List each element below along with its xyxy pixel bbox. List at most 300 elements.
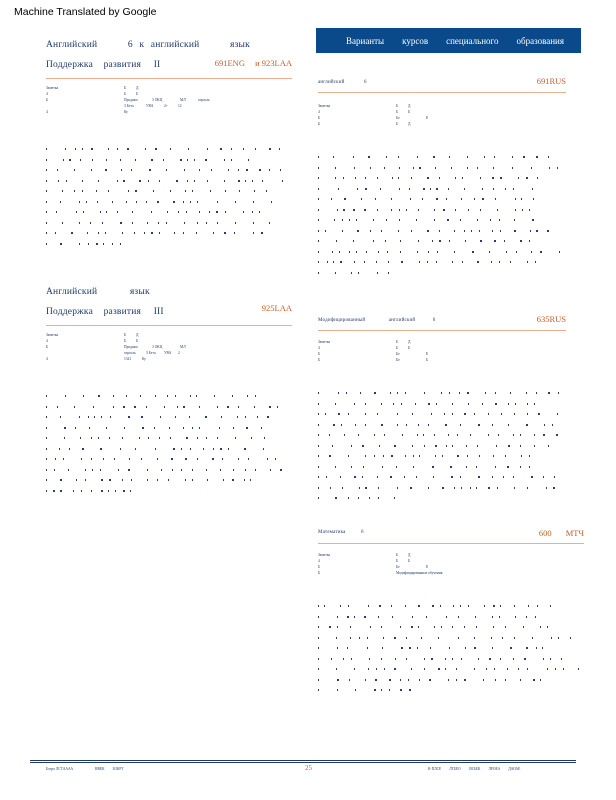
text-glyph [318,272,319,274]
text-glyph [132,222,133,224]
text-glyph [442,487,443,489]
text-glyph [546,487,547,489]
text-glyph [489,251,490,253]
text-glyph [413,466,414,468]
text-glyph [57,169,58,171]
text-glyph [207,479,208,481]
text-glyph [123,180,124,182]
text-glyph [499,261,500,263]
text-glyph [428,424,429,426]
text-glyph [471,230,472,232]
text-glyph [190,201,191,203]
text-glyph [166,222,167,224]
text-glyph [126,395,127,397]
text-glyph [500,230,501,232]
text-glyph [127,148,128,150]
text-glyph [419,261,420,263]
text-glyph [410,487,411,489]
text-glyph [333,424,334,426]
text-glyph [353,156,354,158]
text-glyph [451,476,452,478]
text-glyph [318,251,319,253]
text-glyph [529,466,530,468]
text-glyph [507,668,508,670]
text-glyph [337,209,338,211]
text-glyph [159,437,160,439]
text-glyph [357,230,358,232]
text-glyph [135,159,136,161]
text-glyph [347,647,348,649]
text-glyph [505,679,506,681]
text-glyph [69,159,70,161]
text-glyph [431,413,432,415]
text-glyph [559,251,560,253]
section-title-line2: Поддержка развития II [46,60,161,70]
text-glyph [97,201,98,203]
text-glyph [170,190,171,192]
text-glyph [464,413,465,415]
text-glyph [461,487,462,489]
text-glyph [540,251,541,253]
text-glyph [103,243,104,245]
text-glyph [406,209,407,211]
text-glyph [415,403,416,405]
text-glyph [470,487,471,489]
text-glyph [500,658,501,660]
text-glyph [318,455,319,457]
text-glyph [493,455,494,457]
text-glyph [348,497,349,499]
text-glyph [217,222,218,224]
text-glyph [54,469,55,471]
text-glyph [368,668,369,670]
text-glyph [91,437,92,439]
text-glyph [171,458,172,460]
text-glyph [378,251,379,253]
text-glyph [382,466,383,468]
text-glyph [374,392,375,394]
text-glyph [82,190,83,192]
text-glyph [336,240,337,242]
text-glyph [521,455,522,457]
text-glyph [427,177,428,179]
text-glyph [75,148,76,150]
text-glyph [348,605,349,607]
text-glyph [550,605,551,607]
text-glyph [366,251,367,253]
text-glyph [361,198,362,200]
text-glyph [497,487,498,489]
text-glyph [444,413,445,415]
text-glyph [333,261,334,263]
text-glyph [391,455,392,457]
text-glyph [318,679,319,681]
text-glyph [197,201,198,203]
text-glyph [370,230,371,232]
text-glyph [353,209,354,211]
text-glyph [135,448,136,450]
text-glyph [186,211,187,213]
text-glyph [482,403,483,405]
text-glyph [329,626,330,628]
text-glyph [71,232,72,234]
text-glyph [145,148,146,150]
text-glyph [388,261,389,263]
text-glyph [318,167,319,169]
text-glyph [432,466,433,468]
text-glyph [325,413,326,415]
text-glyph [410,198,411,200]
text-glyph [409,647,410,649]
text-glyph [533,679,534,681]
text-glyph [549,167,550,169]
text-glyph [220,448,221,450]
text-glyph [147,479,148,481]
text-glyph [231,148,232,150]
text-glyph [131,479,132,481]
text-glyph [518,668,519,670]
text-glyph [243,148,244,150]
text-glyph [399,209,400,211]
text-glyph [441,392,442,394]
text-glyph [369,497,370,499]
text-glyph [510,647,511,649]
text-glyph [456,668,457,670]
text-glyph [338,188,339,190]
text-glyph [470,434,471,436]
text-glyph [231,159,232,161]
text-glyph [365,413,366,415]
text-glyph [399,188,400,190]
text-glyph [176,180,177,182]
text-glyph [514,413,515,415]
text-glyph [76,479,77,481]
text-glyph [505,188,506,190]
text-glyph [210,190,211,192]
text-glyph [211,169,212,171]
text-glyph [419,455,420,457]
text-glyph [192,190,193,192]
text-glyph [558,637,559,639]
text-glyph [98,437,99,439]
text-glyph [553,487,554,489]
text-glyph [335,403,336,405]
text-glyph [476,626,477,628]
text-glyph [279,148,280,150]
text-glyph [543,658,544,660]
text-glyph [370,626,371,628]
text-glyph [377,272,378,274]
text-glyph [113,406,114,408]
text-glyph [529,455,530,457]
text-glyph [378,497,379,499]
text-glyph [412,616,413,618]
text-glyph [264,437,265,439]
text-glyph [335,167,336,169]
text-glyph [148,180,149,182]
text-glyph [457,455,458,457]
text-glyph [411,668,412,670]
section-modified-english [318,314,566,363]
text-glyph [122,232,123,234]
course-code: 925LAA [261,303,292,313]
text-glyph [518,177,519,179]
text-glyph [555,668,556,670]
text-glyph [467,156,468,158]
text-glyph [434,434,435,436]
text-glyph [535,261,536,263]
text-glyph [117,211,118,213]
text-glyph [186,437,187,439]
text-glyph [269,222,270,224]
text-glyph [89,427,90,429]
course-meta: Заметка Б Д 4 Б Б Б Бе Е Б Модифицированные обучения [318,553,443,575]
text-glyph [468,209,469,211]
text-glyph [411,230,412,232]
text-glyph [235,222,236,224]
text-glyph [318,637,319,639]
text-glyph [418,424,419,426]
text-glyph [79,243,80,245]
text-glyph [392,616,393,618]
text-glyph [128,469,129,471]
text-glyph [80,159,81,161]
text-glyph [438,637,439,639]
text-glyph [498,434,499,436]
text-glyph [217,406,218,408]
text-glyph [59,448,60,450]
text-glyph [405,392,406,394]
text-glyph [358,272,359,274]
text-glyph [280,169,281,171]
text-glyph [351,445,352,447]
text-glyph [109,479,110,481]
text-glyph [269,406,270,408]
text-glyph [244,448,245,450]
text-glyph [492,177,493,179]
text-glyph [266,190,267,192]
text-glyph [192,427,193,429]
text-glyph [495,198,496,200]
text-glyph [82,148,83,150]
text-glyph [123,490,124,492]
text-glyph [91,490,92,492]
text-glyph [362,445,363,447]
text-glyph [63,458,64,460]
text-glyph [515,616,516,618]
text-glyph [445,424,446,426]
text-glyph [400,689,401,691]
text-glyph [349,679,350,681]
text-glyph [342,219,343,221]
text-glyph [460,476,461,478]
text-glyph [92,159,93,161]
text-glyph [206,222,207,224]
text-glyph [318,434,319,436]
text-glyph [225,211,226,213]
text-glyph [512,156,513,158]
text-glyph [547,230,548,232]
text-glyph [529,240,530,242]
text-glyph [557,167,558,169]
text-glyph [167,395,168,397]
text-glyph [368,605,369,607]
text-glyph [543,476,544,478]
text-glyph [159,232,160,234]
text-glyph [121,169,122,171]
text-glyph [271,201,272,203]
text-glyph [106,427,107,429]
text-glyph [390,392,391,394]
text-glyph [269,169,270,171]
text-glyph [337,616,338,618]
text-glyph [254,406,255,408]
text-glyph [515,209,516,211]
text-glyph [427,261,428,263]
text-glyph [398,230,399,232]
text-glyph [462,261,463,263]
text-glyph [434,626,435,628]
text-glyph [452,658,453,660]
text-glyph [192,469,193,471]
text-glyph [424,445,425,447]
text-glyph [531,476,532,478]
text-glyph [354,668,355,670]
text-glyph [157,201,158,203]
text-glyph [411,177,412,179]
text-glyph [454,230,455,232]
text-glyph [209,211,210,213]
text-glyph [401,647,402,649]
text-glyph [394,497,395,499]
text-glyph [56,211,57,213]
text-glyph [394,668,395,670]
text-glyph [74,406,75,408]
footer-rule-top [30,760,576,761]
text-glyph [454,251,455,253]
text-glyph [412,445,413,447]
text-glyph [510,392,511,394]
text-glyph [449,392,450,394]
text-glyph [554,476,555,478]
text-glyph [255,395,256,397]
text-glyph [438,668,439,670]
text-glyph [523,156,524,158]
text-glyph [326,476,327,478]
text-glyph [336,637,337,639]
text-glyph [98,232,99,234]
text-glyph [468,605,469,607]
text-glyph [60,490,61,492]
text-glyph [53,490,54,492]
course-code: 600 МТЧ [538,528,584,538]
text-glyph [122,437,123,439]
text-glyph [450,466,451,468]
text-glyph [430,647,431,649]
text-glyph [532,637,533,639]
text-glyph [478,476,479,478]
text-glyph [537,605,538,607]
text-glyph [181,448,182,450]
text-glyph [139,180,140,182]
text-glyph [267,416,268,418]
text-glyph [197,458,198,460]
text-glyph [492,230,493,232]
text-glyph [46,211,47,213]
text-glyph [340,261,341,263]
text-glyph [365,455,366,457]
text-glyph [206,469,207,471]
text-glyph [239,190,240,192]
text-glyph [365,403,366,405]
text-glyph [335,497,336,499]
text-glyph [269,148,270,150]
text-glyph [386,156,387,158]
text-glyph [206,437,207,439]
text-glyph [516,251,517,253]
text-glyph [329,434,330,436]
text-glyph [375,679,376,681]
text-glyph [489,658,490,660]
text-glyph [348,455,349,457]
text-glyph [189,416,190,418]
text-glyph [184,169,185,171]
text-glyph [58,180,59,182]
text-glyph [536,392,537,394]
text-glyph [391,605,392,607]
text-glyph [445,668,446,670]
text-glyph [384,167,385,169]
text-glyph [118,469,119,471]
text-glyph [434,219,435,221]
text-glyph [533,198,534,200]
text-glyph [343,209,344,211]
text-glyph [325,230,326,232]
text-glyph [282,180,283,182]
text-glyph [134,406,135,408]
text-glyph [232,395,233,397]
text-glyph [275,458,276,460]
text-glyph [377,209,378,211]
text-glyph [115,490,116,492]
text-glyph [212,458,213,460]
text-glyph [100,469,101,471]
text-glyph [417,251,418,253]
text-glyph [548,392,549,394]
text-glyph [382,647,383,649]
text-glyph [63,159,64,161]
text-glyph [476,487,477,489]
text-glyph [349,219,350,221]
text-glyph [318,261,319,263]
section-title: английский 6 [318,80,367,85]
text-glyph [60,243,61,245]
text-glyph [112,201,113,203]
text-glyph [406,637,407,639]
text-glyph [60,479,61,481]
text-glyph [493,188,494,190]
text-glyph [318,177,319,179]
text-glyph [514,230,515,232]
text-glyph [380,188,381,190]
text-glyph [117,148,118,150]
text-glyph [453,605,454,607]
text-glyph [419,679,420,681]
text-glyph [73,490,74,492]
text-glyph [46,427,47,429]
text-glyph [205,416,206,418]
text-glyph [514,605,515,607]
